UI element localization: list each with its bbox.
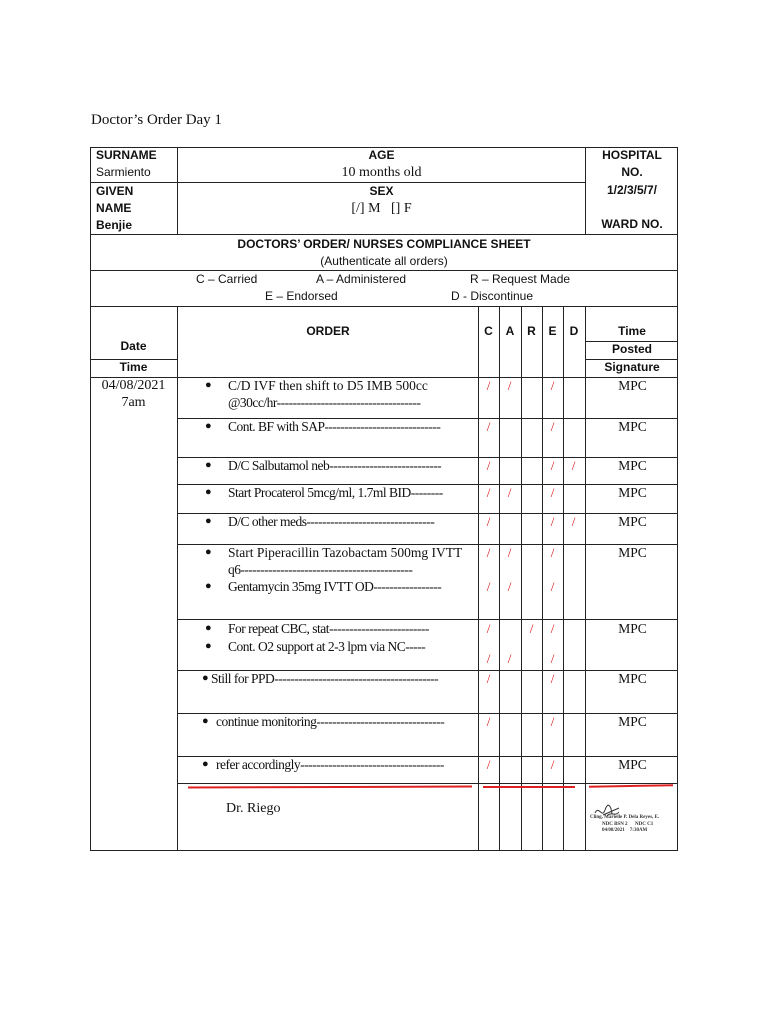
order-2: Cont. BF with SAP----------------------------- <box>228 419 441 434</box>
mark-a: / <box>507 485 512 500</box>
mark-c: / <box>486 651 491 666</box>
mark-e: / <box>550 545 555 560</box>
entry-date: 04/08/2021 <box>101 378 166 393</box>
closing-line <box>188 786 472 788</box>
given-name-label-2: NAME <box>96 201 132 215</box>
col-d: D <box>569 324 579 338</box>
mark-c: / <box>486 458 491 473</box>
col-order: ORDER <box>306 324 350 338</box>
doctor-name: Dr. Riego <box>226 801 281 816</box>
signature: MPC <box>618 714 647 729</box>
sex-value: [/] M [] F <box>351 201 412 216</box>
mark-e: / <box>550 378 555 393</box>
mark-e: / <box>550 671 555 686</box>
mark-e: / <box>550 621 555 636</box>
stamp-name: Cling, Marielle P. Dela Reyes, E. <box>590 815 660 820</box>
mark-c: / <box>486 545 491 560</box>
bullet-icon: ● <box>205 515 212 527</box>
bullet-icon: ● <box>205 546 212 558</box>
legend-discontinue: D - Discontinue <box>451 289 534 303</box>
col-e: E <box>548 324 557 338</box>
mark-e: / <box>550 458 555 473</box>
legend-request: R – Request Made <box>470 272 571 286</box>
mark-e: / <box>550 485 555 500</box>
mark-d: / <box>571 514 576 529</box>
signature: MPC <box>618 671 647 686</box>
order-7: Gentamycin 35mg IVTT OD----------------- <box>228 579 442 594</box>
order-10: Still for PPD----------------------------------------- <box>211 671 439 686</box>
given-name-label: GIVEN <box>96 184 134 198</box>
mark-e: / <box>550 419 555 434</box>
entry-time: 7am <box>121 395 146 410</box>
hospital-no-value: 1/2/3/5/7/ <box>606 183 658 197</box>
closing-line <box>589 784 673 787</box>
col-r: R <box>527 324 536 338</box>
hospital-no-label-2: NO. <box>621 165 643 179</box>
col-sig-time: Time <box>618 324 646 338</box>
surname-value: Sarmiento <box>96 165 151 179</box>
bullet-icon: ● <box>205 420 212 432</box>
mark-c: / <box>486 419 491 434</box>
order-11: continue monitoring-------------------------------- <box>216 714 445 729</box>
mark-r: / <box>529 621 534 636</box>
closing-line <box>483 786 575 788</box>
mark-e: / <box>550 757 555 772</box>
signature: MPC <box>618 514 647 529</box>
age-label: AGE <box>368 148 395 162</box>
bullet-icon: ● <box>205 622 212 634</box>
mark-a: / <box>507 579 512 594</box>
sheet-subtitle: (Authenticate all orders) <box>320 254 448 268</box>
signature: MPC <box>618 757 647 772</box>
mark-a: / <box>507 378 512 393</box>
bullet-icon: ● <box>205 459 212 471</box>
mark-c: / <box>486 757 491 772</box>
order-1: C/D IVF then shift to D5 IMB 500cc <box>228 378 428 393</box>
mark-c: / <box>486 485 491 500</box>
signature: MPC <box>618 419 647 434</box>
mark-a: / <box>507 651 512 666</box>
bullet-icon: ● <box>205 486 212 498</box>
mark-c: / <box>486 671 491 686</box>
order-12: refer accordingly------------------------------------ <box>216 757 444 772</box>
col-sig-signature: Signature <box>604 360 660 374</box>
stamp-line2: NDC BSN 2 NDC C1 <box>602 822 654 827</box>
signature: MPC <box>618 458 647 473</box>
given-name-value: Benjie <box>96 218 133 232</box>
order-6-cont: q6------------------------------------------- <box>228 562 413 577</box>
mark-c: / <box>486 514 491 529</box>
col-a: A <box>505 324 515 338</box>
order-5: D/C other meds-------------------------------- <box>228 514 435 529</box>
document-title: Doctor’s Order Day 1 <box>91 112 222 128</box>
sheet-title: DOCTORS’ ORDER/ NURSES COMPLIANCE SHEET <box>237 237 531 251</box>
signature: MPC <box>618 485 647 500</box>
signature: MPC <box>618 621 647 636</box>
age-value: 10 months old <box>341 165 422 180</box>
bullet-icon: ● <box>205 580 212 592</box>
mark-c: / <box>486 621 491 636</box>
bullet-icon: ● <box>202 715 209 727</box>
mark-d: / <box>571 458 576 473</box>
bullet-icon: ● <box>202 758 209 770</box>
col-sig-posted: Posted <box>611 342 652 356</box>
mark-c: / <box>486 714 491 729</box>
compliance-table <box>90 147 678 851</box>
stamp-line3: 04/08/2021 7:30AM <box>602 828 648 833</box>
sex-label: SEX <box>369 184 394 198</box>
ward-no-label: WARD NO. <box>601 217 663 231</box>
col-c: C <box>484 324 493 338</box>
legend-carried: C – Carried <box>196 272 258 286</box>
hospital-no-label: HOSPITAL <box>602 148 662 162</box>
col-date: Date <box>120 339 147 353</box>
order-8: For repeat CBC, stat------------------------- <box>228 621 429 636</box>
mark-c: / <box>486 378 491 393</box>
order-1-cont: @30cc/hr------------------------------------ <box>228 395 421 410</box>
order-6: Start Piperacillin Tazobactam 500mg IVTT <box>228 545 463 560</box>
mark-e: / <box>550 651 555 666</box>
mark-a: / <box>507 545 512 560</box>
legend-endorsed: E – Endorsed <box>265 289 338 303</box>
mark-e: / <box>550 714 555 729</box>
mark-e: / <box>550 579 555 594</box>
bullet-icon: ● <box>205 640 212 652</box>
surname-label: SURNAME <box>96 148 157 162</box>
mark-e: / <box>550 514 555 529</box>
legend-administered: A – Administered <box>316 272 407 286</box>
bullet-icon: ● <box>205 379 212 391</box>
mark-c: / <box>486 579 491 594</box>
order-4: Start Procaterol 5mcg/ml, 1.7ml BID-------- <box>228 485 443 500</box>
bullet-icon: ● <box>202 672 209 684</box>
col-time: Time <box>119 360 148 374</box>
order-3: D/C Salbutamol neb---------------------------- <box>228 458 442 473</box>
signature: MPC <box>618 545 647 560</box>
signature: MPC <box>618 378 647 393</box>
order-9: Cont. O2 support at 2-3 lpm via NC----- <box>228 639 426 654</box>
